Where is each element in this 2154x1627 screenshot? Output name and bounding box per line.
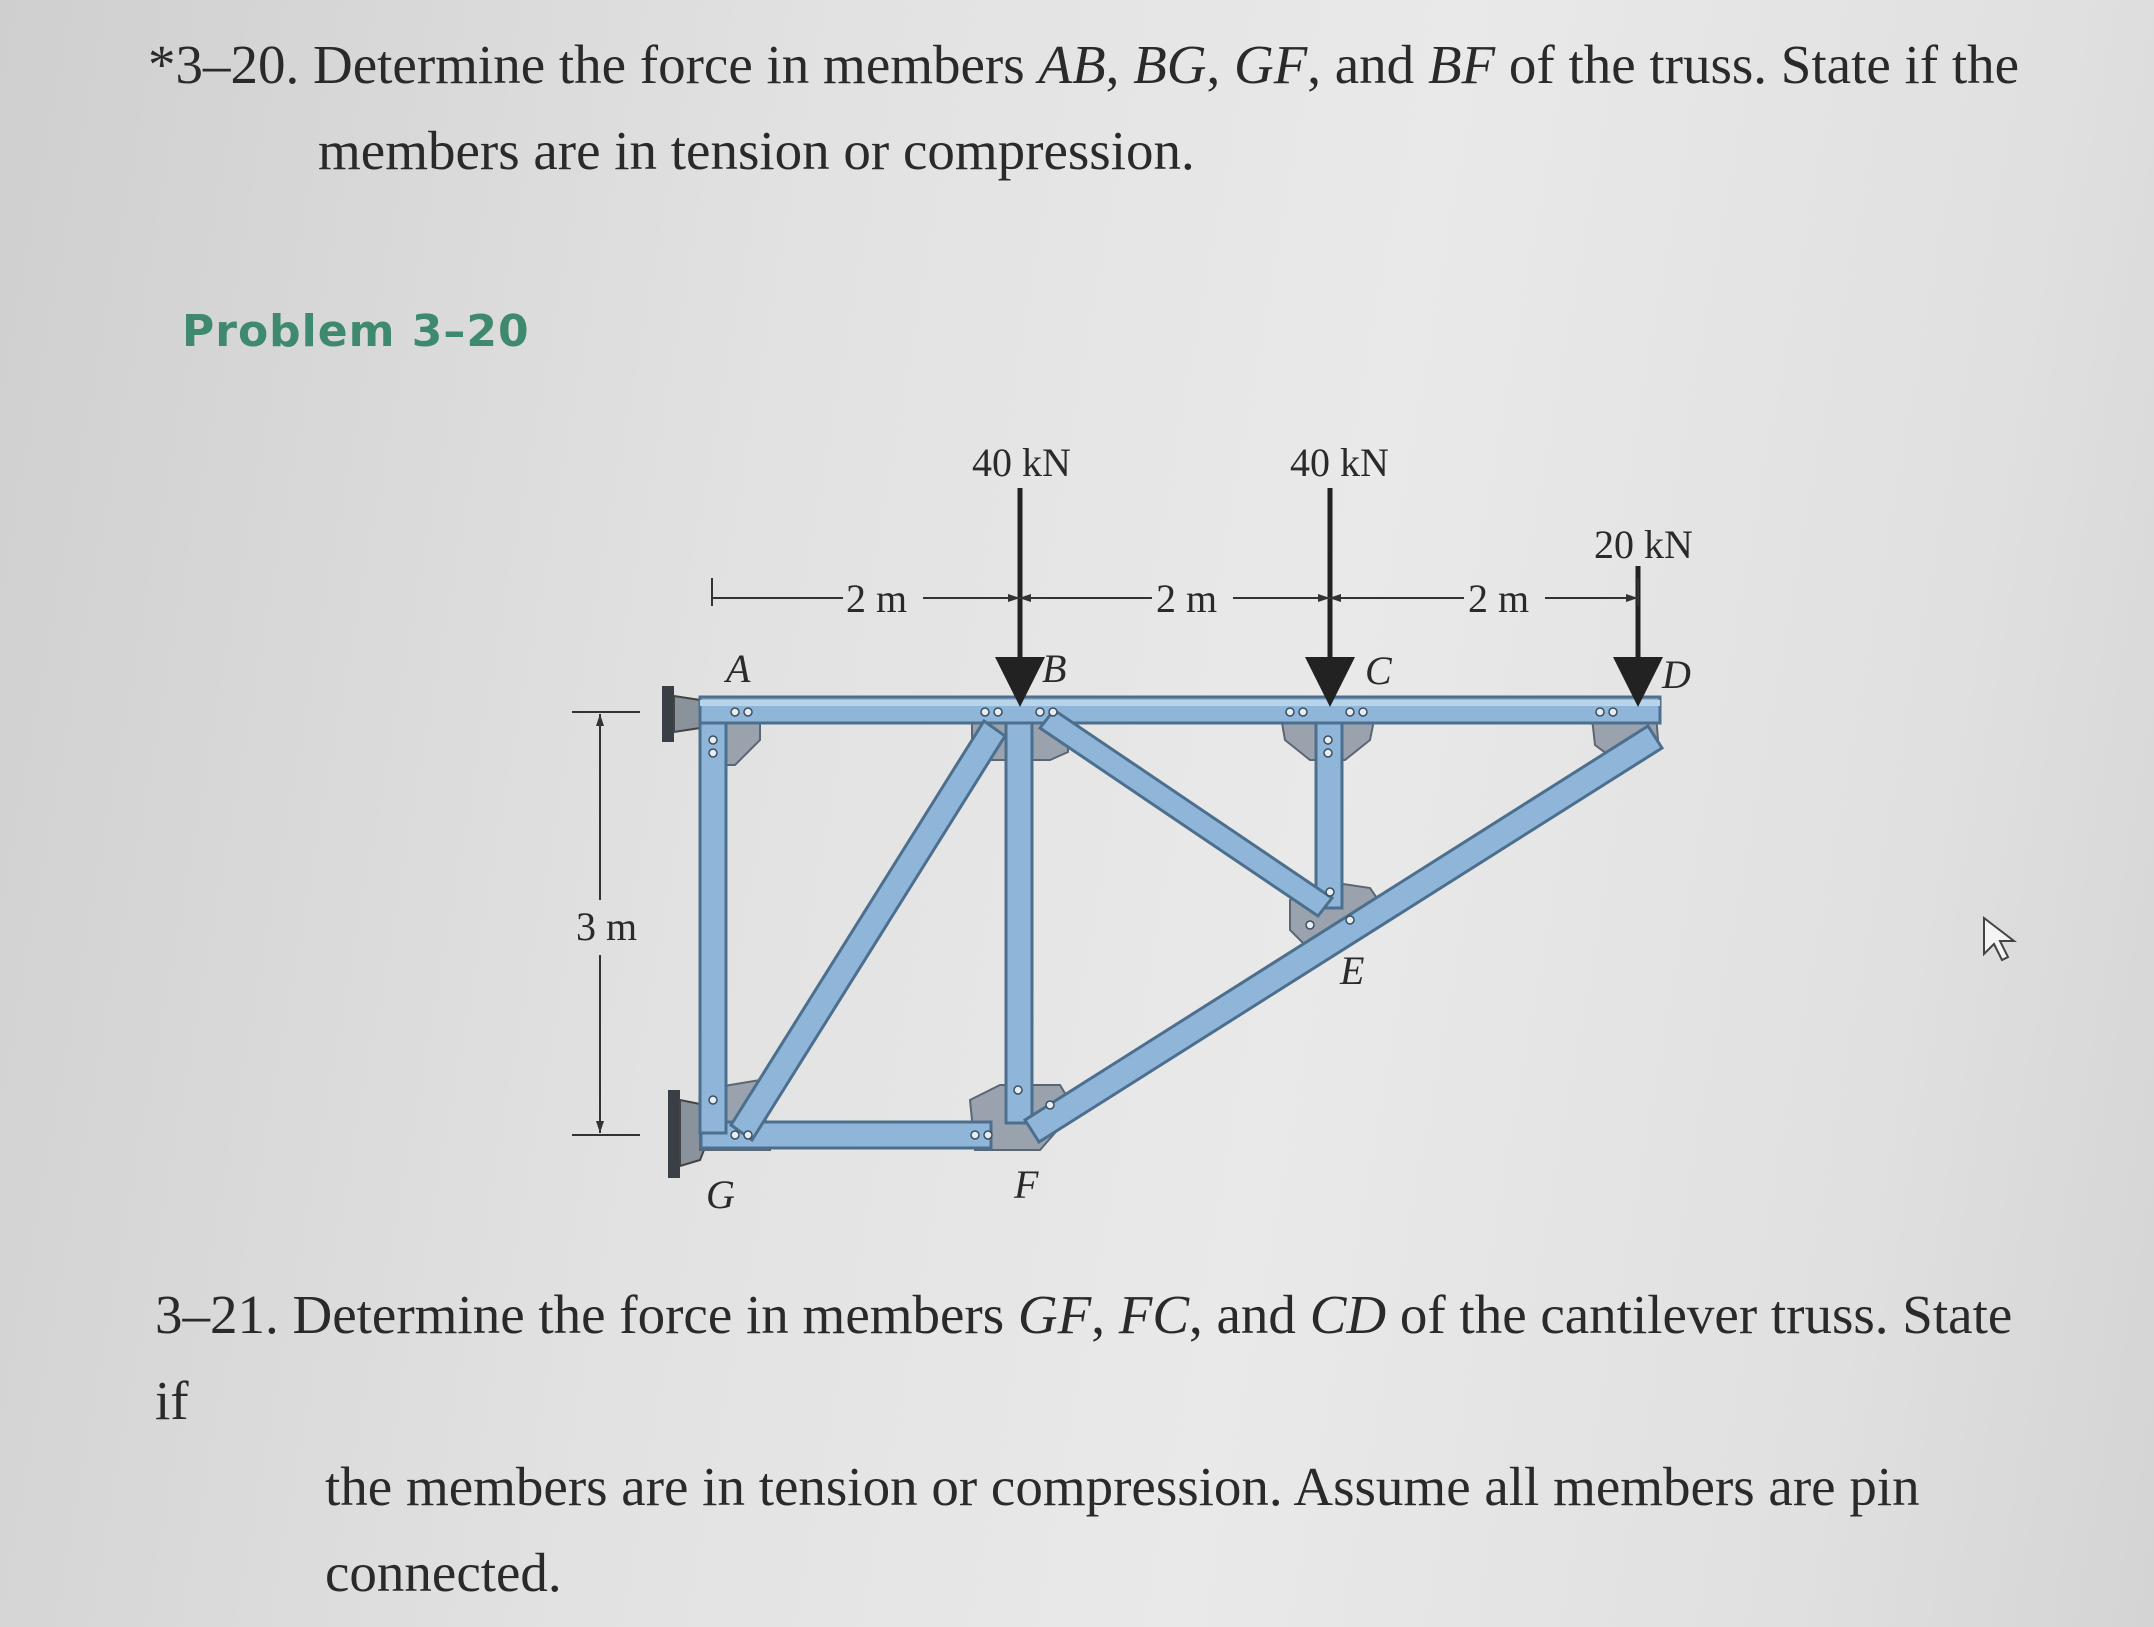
load-label-d: 20 kN (1594, 522, 1693, 567)
mouse-cursor-icon (1984, 918, 2014, 960)
joint-label-a: A (726, 646, 751, 691)
span-label-3: 2 m (1468, 576, 1530, 621)
problem-statement-line2: members are in tension or compression. (318, 120, 1195, 181)
load-label-b: 40 kN (972, 440, 1071, 485)
member-gf: GF (1017, 1284, 1092, 1345)
separator: , (1091, 1284, 1119, 1345)
joint-label-b: B (1042, 646, 1067, 691)
problem-statement-start: Determine the force in members (292, 1284, 1018, 1345)
bolt-marks (709, 708, 1617, 1139)
separator: , and (1189, 1284, 1310, 1345)
member-fc: FC (1118, 1284, 1190, 1345)
figure-caption: Problem 3–20 (182, 306, 530, 357)
joint-label-c: C (1365, 648, 1392, 693)
problem-statement-line2: the members are in tension or compression. Assume all members are pin (325, 1456, 1920, 1517)
separator: , (1105, 34, 1134, 95)
joint-label-g: G (706, 1172, 735, 1217)
member-top-highlight (700, 700, 1660, 706)
member-cd: CD (1309, 1284, 1387, 1345)
vertical-dimension (572, 712, 640, 1135)
problem-statement-end: of the cantilever truss. State if (155, 1284, 2013, 1431)
load-label-c: 40 kN (1290, 440, 1389, 485)
member-gf: GF (1233, 34, 1308, 95)
problem-statement-line3: connected. (325, 1542, 562, 1603)
member-bg: BG (1133, 34, 1207, 95)
joint-label-f: F (1014, 1162, 1039, 1207)
member-bg (731, 721, 1005, 1140)
problem-number: 3–21. (155, 1284, 279, 1345)
member-bf: BF (1427, 34, 1496, 95)
member-ab: AB (1038, 34, 1106, 95)
member-ag (700, 723, 726, 1133)
member-bf (1006, 723, 1032, 1123)
problem-number: *3–20. (148, 34, 300, 95)
problem-3-21-text (155, 1272, 2055, 1616)
span-label-1: 2 m (846, 576, 908, 621)
horizontal-dimension (712, 576, 1638, 621)
joint-label-d: D (1662, 652, 1691, 697)
truss-members (700, 697, 1662, 1148)
separator: , and (1307, 34, 1428, 95)
separator: , (1206, 34, 1234, 95)
problem-statement-start: Determine the force in members (313, 34, 1039, 95)
problem-statement-end: of the truss. State if the (1495, 34, 2020, 95)
height-label: 3 m (576, 904, 638, 949)
joint-label-e: E (1340, 948, 1365, 993)
span-label-2: 2 m (1156, 576, 1218, 621)
